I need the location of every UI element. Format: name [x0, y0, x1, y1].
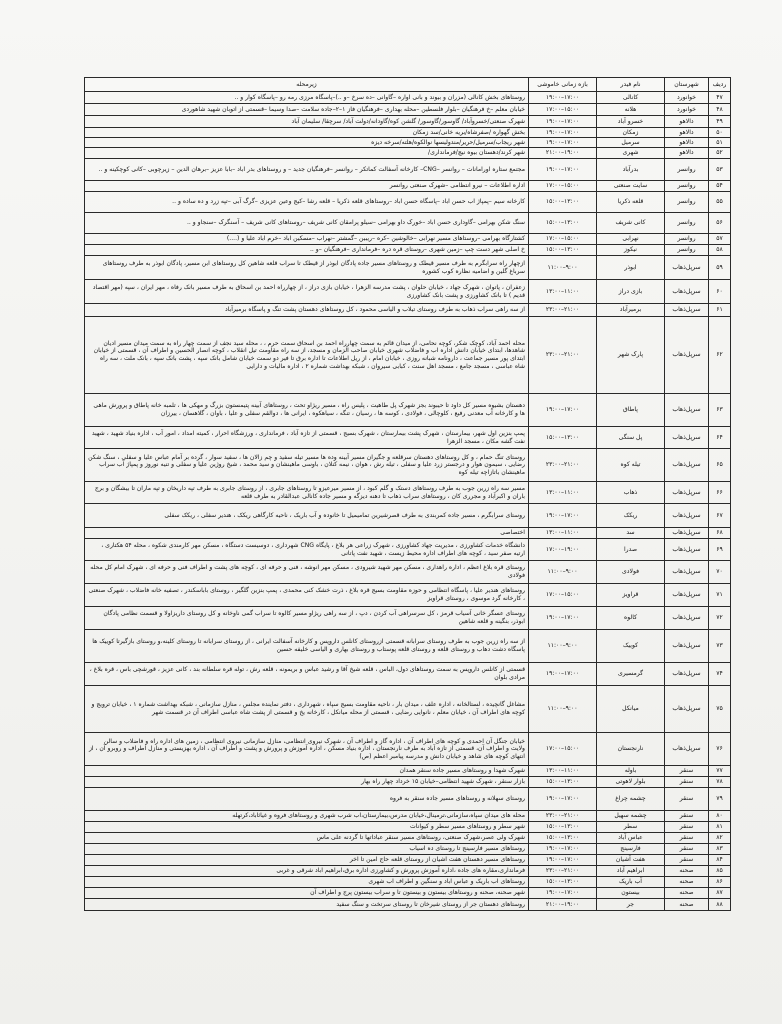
time-range-cell: ۱۹:۰۰–۱۷:۰۰: [529, 855, 597, 866]
row-number: ۸۸: [709, 899, 731, 911]
area-cell: روستاهای دهستان جر از روستای شیرخان تا روستای سرتخت و سنگ سفید: [85, 899, 529, 911]
city-cell: سنقر: [665, 844, 709, 855]
time-range-cell: ۱۱:۰۰–۹:۰۰: [529, 561, 597, 584]
feeder-cell: ریکک: [597, 504, 665, 528]
city-cell: دالاهو: [665, 138, 709, 148]
table-row: [85, 245, 731, 256]
area-cell: پمپ بنزین اول شهر، بیمارستان ، شهرک پشت بیمارستان ، شهرک بسیج ، قسمتی از تازه آباد ، فرمانداری ، ورزشگاه احرار ، کمیته امداد ، امور آب ، اداره بنیاد شهید ، شهید نفت گشه مکان ، مسجد الزهرا: [85, 427, 529, 449]
area-cell: روستاهای مسیر دهستان هفت اشیان از روستای قلعه حاج امین تا اخر: [85, 855, 529, 866]
feeder-cell: پل سنگی: [597, 427, 665, 449]
time-range-cell: ۱۵:۰۰–۱۳:۰۰: [529, 777, 597, 788]
table-row: [85, 104, 731, 116]
city-cell: روانسر: [665, 234, 709, 245]
feeder-cell: فولادی: [597, 561, 665, 584]
header-city: شهرستان: [665, 78, 709, 92]
table-row: [85, 528, 731, 539]
city-cell: سنقر: [665, 822, 709, 833]
time-range-cell: ۱۷:۰۰–۱۵:۰۰: [529, 584, 597, 607]
feeder-cell: کانی شریف: [597, 213, 665, 234]
time-range-cell: ۱۳:۰۰–۱۱:۰۰: [529, 528, 597, 539]
row-number: ۶۹: [709, 539, 731, 561]
feeder-cell: قراویز: [597, 584, 665, 607]
feeder-cell: عباس آباد: [597, 833, 665, 844]
city-cell: سرپل‌ذهاب: [665, 630, 709, 663]
time-range-cell: ۱۹:۰۰–۱۷:۰۰: [529, 888, 597, 899]
time-range-cell: ۱۵:۰۰–۱۳:۰۰: [529, 833, 597, 844]
time-range-cell: ۱۹:۰۰–۱۷:۰۰: [529, 159, 597, 181]
table-row: [85, 844, 731, 855]
table-row: [85, 317, 731, 394]
row-number: ۷۹: [709, 788, 731, 811]
table-row: [85, 192, 731, 213]
table-row: [85, 888, 731, 899]
table-row: [85, 213, 731, 234]
area-cell: بخش گهواره /صفرشاه/بریه خانی/سد زمکان: [85, 128, 529, 138]
feeder-cell: قلعه ذکریا: [597, 192, 665, 213]
row-number: ۷۶: [709, 733, 731, 766]
time-range-cell: ۱۹:۰۰–۱۷:۰۰: [529, 394, 597, 427]
city-cell: روانسر: [665, 181, 709, 192]
time-range-cell: ۱۹:۰۰–۱۷:۰۰: [529, 116, 597, 128]
row-number: ۶۳: [709, 394, 731, 427]
time-range-cell: ۱۳:۰۰–۱۱:۰۰: [529, 482, 597, 504]
area-cell: خ اصلی شهر دست چپ –زمین شهری –روستای قره دره –فرمانداری –فرهنگیان –و ..: [85, 245, 529, 256]
time-range-cell: ۱۷:۰۰–۱۵:۰۰: [529, 181, 597, 192]
area-cell: شهرک ولی عصر،شهرک صنعتی، روستاهای مسیر سنقر عباداتها تا گردنه علی ماس: [85, 833, 529, 844]
time-range-cell: ۲۱:۰۰–۱۹:۰۰: [529, 899, 597, 911]
table-row: [85, 394, 731, 427]
time-range-cell: ۱۷:۰۰–۱۵:۰۰: [529, 104, 597, 116]
city-cell: سرپل‌ذهاب: [665, 427, 709, 449]
feeder-cell: صدرا: [597, 539, 665, 561]
row-number: ۶۲: [709, 317, 731, 394]
time-range-cell: ۱۷:۰۰–۱۹:۰۰: [529, 539, 597, 561]
table-row: [85, 449, 731, 482]
area-cell: اختصاصی: [85, 528, 529, 539]
table-row: [85, 138, 731, 148]
area-cell: روستای سهلانه و روستاهای مسیر جاده سنقر به فروه: [85, 788, 529, 811]
city-cell: روانسر: [665, 245, 709, 256]
time-range-cell: ۱۹:۰۰–۱۷:۰۰: [529, 504, 597, 528]
city-cell: سرپل‌ذهاب: [665, 317, 709, 394]
time-range-cell: ۱۹:۰۰–۱۷:۰۰: [529, 607, 597, 630]
area-cell: فرمانداری،مقاره های جاده ،اداره آموزش پرورش و کشاورزی اداره برق،ابراهیم اباد شرقی و غربی: [85, 866, 529, 877]
table-row: [85, 788, 731, 811]
time-range-cell: ۲۳:۰۰–۲۱:۰۰: [529, 449, 597, 482]
row-number: ۶۱: [709, 304, 731, 317]
city-cell: سرپل‌ذهاب: [665, 482, 709, 504]
area-cell: روستای سرابگرم ، مسیر جاده کمربندی به طرف قصرشیرین تمامیمیل تا خانوده و آب باریک ، ناحیه کارگاهی ریکک ، هندیر سفلی ، ریکک سفلی: [85, 504, 529, 528]
feeder-cell: پارک شهر: [597, 317, 665, 394]
feeder-cell: نهرابی: [597, 234, 665, 245]
city-cell: روانسر: [665, 192, 709, 213]
time-range-cell: ۱۱:۰۰–۹:۰۰: [529, 686, 597, 733]
feeder-cell: زمکان: [597, 128, 665, 138]
area-cell: روستای قره بلاغ اعظم ، اداره راهداری ، مسکن مهر شهید شیرودی ، مسکن مهر انوشه ، فنی و حرفه ای ، کوچه های پشت و اطراف فنی و حرفه ای ، شهرک امام کل محله فولادی: [85, 561, 529, 584]
area-cell: قسمتی از کانلس داروپس به سمت روستاهای دول، الباس ، قلعه شیخ آقا و رشید عباس و بریمونه ، قلعه رش ، توله قره سلطانه بند ، کانی عزیز ، قورشچی باس ، قره بلاغ ، مرادی بلوان: [85, 663, 529, 686]
row-number: ۴۸: [709, 104, 731, 116]
area-cell: از سه راه زرین جوب به طرف روستای سرابانه قسمتی ازروستای کانلس داروپس و کارخانه آسفالت ایرانی ، از روستای سرابانه تا روستای کلینه،و روستای بازگیرتا کوییک ها پاسگاه دشت دهاب و روستای قلعه و روستای قلعه پوستاب و روستای بهاری و الیاسی خلیفه حسین: [85, 630, 529, 663]
city-cell: سنقر: [665, 766, 709, 777]
city-cell: سرپل‌ذهاب: [665, 256, 709, 280]
city-cell: صحنه: [665, 888, 709, 899]
city-cell: صحنه: [665, 899, 709, 911]
row-number: ۸۵: [709, 866, 731, 877]
city-cell: سرپل‌ذهاب: [665, 733, 709, 766]
feeder-cell: خسرو آباد: [597, 116, 665, 128]
row-number: ۶۷: [709, 504, 731, 528]
time-range-cell: ۱۹:۰۰–۱۷:۰۰: [529, 663, 597, 686]
feeder-cell: فارسینج: [597, 844, 665, 855]
area-cell: ازچهار راه سرابگرم به طرف مسیر قیطک و روستاهای مسیر جاده پادگان ابوذر از قیطک تا سراب قلعه شاهین کل روستاهای ابن مسیر، پادگان ابوذر به طرف روستاهای سرباغ گلین و اضامیه نظاره کوب کشوره: [85, 256, 529, 280]
table-row: [85, 584, 731, 607]
area-cell: روستاهای بخش کانالی (مزران و بیوند و بانی اواره –گاوانی –ده سرخ –و ..)–پاسگاه مرزی رمه رو –پاسگاه کوار و ..: [85, 92, 529, 104]
city-cell: روانسر: [665, 213, 709, 234]
city-cell: سنقر: [665, 833, 709, 844]
time-range-cell: ۱۵:۰۰–۱۳:۰۰: [529, 245, 597, 256]
feeder-cell: کوییک: [597, 630, 665, 663]
header-time: بازه زمانی خاموشی: [529, 78, 597, 92]
feeder-cell: جر: [597, 899, 665, 911]
feeder-cell: بازی دراز: [597, 280, 665, 304]
time-range-cell: ۱۵:۰۰–۱۳:۰۰: [529, 877, 597, 888]
feeder-cell: پاطاق: [597, 394, 665, 427]
city-cell: سنقر: [665, 855, 709, 866]
feeder-cell: نیکوز: [597, 245, 665, 256]
row-number: ۸۶: [709, 877, 731, 888]
area-cell: شهرک صنعتی/خسروآباد/ گاوسور/گاوسور/ گلشن کوه/گاودانه/دولت آباد/ سرچقا/ سلیمان آباد: [85, 116, 529, 128]
time-range-cell: ۲۳:۰۰–۲۱:۰۰: [529, 317, 597, 394]
feeder-cell: بدرآباد: [597, 159, 665, 181]
area-cell: دانشگاه خدمات کشاورزی ، مدیریت جهاد کشاورزی ، شهرک زراعی هر بلاغ ، پایگاه CNG شهرداری ، دوسیست دستگاه ، مسکن مهر کارمندی شکوه ، محله ۵۴ هکتاری ، ارتیه صفر سید ، کوچه های اطراف اداره محیط زیست ، شهید نفت پاتانی: [85, 539, 529, 561]
time-range-cell: ۱۹:۰۰–۱۷:۰۰: [529, 92, 597, 104]
area-cell: شهر سطر و روستاهای مسیر سطر و کیوانات: [85, 822, 529, 833]
feeder-cell: بلوار لاهوتی: [597, 777, 665, 788]
time-range-cell: ۱۵:۰۰–۱۳:۰۰: [529, 213, 597, 234]
table-row: [85, 686, 731, 733]
feeder-cell: بیستون: [597, 888, 665, 899]
time-range-cell: ۱۳:۰۰–۱۱:۰۰: [529, 766, 597, 777]
table-row: [85, 866, 731, 877]
feeder-cell: تیله کوه: [597, 449, 665, 482]
row-number: ۷۲: [709, 607, 731, 630]
time-range-cell: ۲۱:۰۰–۱۹:۰۰: [529, 148, 597, 159]
feeder-cell: سطر: [597, 822, 665, 833]
area-cell: مسیر سه راه زرین جوب به طرف روستاهای دستک و گلم کبود ، از مسیر میرعیزو تا روستاهای جابری ، از روستای جابری به طرف تپه داریخان و تپه ماران تا بیشگان و برج باران و اکبرآباد و مجرری کان ، روستاهای سراب ذهاب تا دهنه دیزگه و مسیر جاده کانالی عبدالقادر به طرف قلعه: [85, 482, 529, 504]
row-number: ۵۳: [709, 159, 731, 181]
row-number: ۸۰: [709, 811, 731, 822]
row-number: ۸۲: [709, 833, 731, 844]
table-row: [85, 116, 731, 128]
table-row: [85, 811, 731, 822]
table-row: [85, 234, 731, 245]
city-cell: سرپل‌ذهاب: [665, 504, 709, 528]
area-cell: محله های میدان سپاه،سازمانی،ترمینال،خیابان مدرس،بیمارستان،اب شرب شهری و روستاهای فروه و غیاثاباد،کرتهله: [85, 811, 529, 822]
row-number: ۵۸: [709, 245, 731, 256]
table-row: [85, 630, 731, 663]
area-cell: خیابان معلم –خ فرهنگیان –بلوار فلسطین –محله بهداری –فرهنگیان فاز ۱–۲–جاده سلامت –صدا وسیما –قسمتی از اتوبان شهید شاهوردی: [85, 104, 529, 116]
row-number: ۷۴: [709, 663, 731, 686]
row-number: ۸۷: [709, 888, 731, 899]
table-row: [85, 304, 731, 317]
area-cell: روستاهای هندیر علیا ، پاسگاه انتظامی و حوزه مقاومت بسیج قره بلاغ ، ذرت خشک کنی محمدی ، پمپ بنزین گلگیر ، روستای باباسکندر ، تصفیه خانه فاضلاب ، شهرک صنعتی ، کارخانه گرد موسوی ، روستای قراویز: [85, 584, 529, 607]
table-row: [85, 539, 731, 561]
area-cell: روستاهای مسیر فارسینج تا روستای ده اسیاب: [85, 844, 529, 855]
table-row: [85, 482, 731, 504]
feeder-cell: هلانه: [597, 104, 665, 116]
row-number: ۵۵: [709, 192, 731, 213]
city-cell: سرپل‌ذهاب: [665, 539, 709, 561]
row-number: ۷۳: [709, 630, 731, 663]
feeder-cell: سایت صنعتی: [597, 181, 665, 192]
city-cell: سرپل‌ذهاب: [665, 528, 709, 539]
table-row: [85, 148, 731, 159]
area-cell: خیابان جنگل آن احمدی و کوچه های اطراف آن ، اداره گاز و اطراف آن ، شهرک نیروی انتظامی، منازل سازمانی نیروی انتظامی ، زمین های اداره راه و فاضلاب و سالن ولایت و اطراف آن، قسمتی از تازه آباد به طرف نارنجستان ، اداره بنیاد مسکن ، اداره آموزش و پرورش و پشت و اطراف آن ، اداره بهزیستی و منازل اطراف و روبرو آن ، از انتهای کوچه های شاهد و خیابان دانش و مدرسه پیامبر اعظم (ص): [85, 733, 529, 766]
city-cell: خوانورد: [665, 104, 709, 116]
time-range-cell: ۲۳:۰۰–۲۱:۰۰: [529, 304, 597, 317]
area-cell: روستاهای اب باریک و عباس اباد و سنگین و اطراف اب شهری: [85, 877, 529, 888]
feeder-cell: ابراهیم آباد: [597, 866, 665, 877]
feeder-cell: چشمه سهیل: [597, 811, 665, 822]
city-cell: سنقر: [665, 777, 709, 788]
area-cell: مجتمع ستاره اورامانات – روانسر –CNG– کارخانه آسفالت کماتکر – روانسر –فرهنگیان جدید – و روستاهای بدر اباد –بابا عزیز –برهان الدین – زیرچوبی –کانی کوچکینه و ..: [85, 159, 529, 181]
time-range-cell: ۱۷:۰۰–۱۵:۰۰: [529, 234, 597, 245]
city-cell: دالاهو: [665, 116, 709, 128]
area-cell: مشاغل گانچیده ، لستالخانه ، اداره علف ، میدان بار ، ناحیه مقاومت بسیج سپاه ، شهرداری ، دفتر نماینده مجلس ، منازل سازمانی ، شبکه بهداشت شماره ۱ ، خیابان ترویج و کوچه های اطراف آن ، خیابان معلم ، نانوایی رضایی ، قسمتی از محله میانکل ، کارخانه یخ و قسمتی از پشت شاه عباسی اطراف آن در قسمت شهر: [85, 686, 529, 733]
table-row: [85, 280, 731, 304]
row-number: ۷۷: [709, 766, 731, 777]
city-cell: سنقر: [665, 788, 709, 811]
row-number: ۸۱: [709, 822, 731, 833]
time-range-cell: ۱۹:۰۰–۱۷:۰۰: [529, 138, 597, 148]
feeder-cell: نارنجستان: [597, 733, 665, 766]
area-cell: اداره اطلاعات – نیرو انتظامی –شهرک صنعتی روانسر: [85, 181, 529, 192]
city-cell: سرپل‌ذهاب: [665, 663, 709, 686]
table-row: [85, 92, 731, 104]
row-number: ۵۲: [709, 148, 731, 159]
city-cell: دالاهو: [665, 148, 709, 159]
feeder-cell: سد: [597, 528, 665, 539]
header-num: ردیف: [709, 78, 731, 92]
area-cell: سنگ شکن بهرامی –گاوداری حسن اباد –خورک داو بهرامی –سیلو پرامقان کانی شریف –روستاهای کانی شریف – آسنگرک –سنجاو و ..: [85, 213, 529, 234]
table-row: [85, 181, 731, 192]
city-cell: سرپل‌ذهاب: [665, 304, 709, 317]
time-range-cell: ۲۳:۰۰–۲۱:۰۰: [529, 811, 597, 822]
area-cell: روستای عسگر خانی آسیاب قرمز ، کل سرسراهی آب کردن ، دپ ، از سه راهی ریژاو مسیر کالوه تا سراب گمی ناوخانه و کل روستای داریزاولا و قسمت نظامی پادگان ابوذر، بنگینه و قلعه شاهین: [85, 607, 529, 630]
feeder-cell: هفت آشیان: [597, 855, 665, 866]
feeder-cell: کانالی: [597, 92, 665, 104]
time-range-cell: ۱۹:۰۰–۱۷:۰۰: [529, 844, 597, 855]
time-range-cell: ۲۳:۰۰–۲۱:۰۰: [529, 866, 597, 877]
row-number: ۶۴: [709, 427, 731, 449]
feeder-cell: باوله: [597, 766, 665, 777]
area-cell: از سه راهی سراب ذهاب به طرف روستای تیلاب و الیاسی محمود ، کل روستاهای دهستان پشت تنگ و پاسگاه برمیرآباد: [85, 304, 529, 317]
city-cell: صحنه: [665, 877, 709, 888]
table-row: [85, 733, 731, 766]
row-number: ۷۱: [709, 584, 731, 607]
row-number: ۵۶: [709, 213, 731, 234]
time-range-cell: ۱۹:۰۰–۱۷:۰۰: [529, 128, 597, 138]
row-number: ۴۹: [709, 116, 731, 128]
city-cell: سرپل‌ذهاب: [665, 280, 709, 304]
table-row: [85, 777, 731, 788]
row-number: ۷۰: [709, 561, 731, 584]
row-number: ۸۴: [709, 855, 731, 866]
row-number: ۵۱: [709, 138, 731, 148]
table-row: [85, 256, 731, 280]
table-row: [85, 822, 731, 833]
row-number: ۵۹: [709, 256, 731, 280]
time-range-cell: ۱۵:۰۰–۱۳:۰۰: [529, 427, 597, 449]
header-feeder: نام فیدر: [597, 78, 665, 92]
time-range-cell: ۱۳:۰۰–۱۱:۰۰: [529, 280, 597, 304]
row-number: ۵۴: [709, 181, 731, 192]
area-cell: کشتارگاه بهرامی –روستاهای مسیر نهرابی –خالوشین –کره –ریبین –گمشتر –نهراب –مسکین اباد –خرم اباد علیا و (....): [85, 234, 529, 245]
time-range-cell: ۱۵:۰۰–۱۳:۰۰: [529, 822, 597, 833]
city-cell: صحنه: [665, 866, 709, 877]
area-cell: دهستان بشیوه مسیر کل داود تا حیبوند بجز شهرک پل طاهیت ، پلیس راه ، مسیر ریژاو تحت ، روستاهای آبینه پتیمستون بزرگ و مهکی ها ، تلمبه خانه پاطاق و پرورش ماهی ها و کارخانه آب معدنی رفیع ، کلوچالی ، فولادی ، کوسه ها ، رسیان ، تنگه ، سیاهکوه ، ایرانی ها ، دوالقم سفلی و علیا ، باوان ، گلاهسان ، ییرزان: [85, 394, 529, 427]
city-cell: خوانورد: [665, 92, 709, 104]
row-number: ۷۸: [709, 777, 731, 788]
city-cell: سنقر: [665, 811, 709, 822]
feeder-cell: ابوذر: [597, 256, 665, 280]
table-header-row: [85, 78, 731, 92]
table-row: [85, 504, 731, 528]
city-cell: سرپل‌ذهاب: [665, 449, 709, 482]
feeder-cell: گرمسیری: [597, 663, 665, 686]
row-number: ۶۶: [709, 482, 731, 504]
feeder-cell: کالوه: [597, 607, 665, 630]
row-number: ۴۷: [709, 92, 731, 104]
time-range-cell: ۱۱:۰۰–۹:۰۰: [529, 256, 597, 280]
feeder-cell: شهری: [597, 148, 665, 159]
area-cell: شهر کرند/دهستان بیوه نیچ/فرمانداری/: [85, 148, 529, 159]
time-range-cell: ۱۹:۰۰–۱۷:۰۰: [529, 788, 597, 811]
area-cell: شهرک شهدا و روستاهای مسیر جاده سنقر همدان: [85, 766, 529, 777]
feeder-cell: برمیرآباد: [597, 304, 665, 317]
feeder-cell: سرمیل: [597, 138, 665, 148]
city-cell: سرپل‌ذهاب: [665, 607, 709, 630]
row-number: ۵۷: [709, 234, 731, 245]
time-range-cell: ۱۱:۰۰–۹:۰۰: [529, 630, 597, 663]
table-row: [85, 877, 731, 888]
area-cell: کارخانه سیم –پمپاژ اب حسن اباد –پاسگاه حسن اباد –روستاهای قلعه ذکریا – قلعه رشا –کیج وعین عزیزی –گرگ آبی –تپه زرد و ده ساده و ..: [85, 192, 529, 213]
area-cell: شهر ریجاب/سرمیل/حریر/مندولیسها نوالکوه/هلته/سرخه دیزه: [85, 138, 529, 148]
area-cell: شهر صحنه، صحنه و روستاهای بیستون و بیستون تا و سراب بیستون پرج و اطراف آن: [85, 888, 529, 899]
city-cell: سرپل‌ذهاب: [665, 394, 709, 427]
area-cell: بازار سنقر ، شهرک شهید انتظامی–خیابان ۱۵ خرداد چهار راه بهار: [85, 777, 529, 788]
area-cell: محله احمد آباد، کوچک شکر، کوچه نحامی، از میدان قائم به سمت چهارراه احمد بن اسحاق سمت حرم ، ، محله سید نجف از سمت چهار راه به سمت میدان مسیر ادیان شاهدها، ابتدای خیابان دانش اداره اب و فاضلاب شهری خیابان صاحب الزمان و مسجد، از سه راه مقاومت تیل انقلاب ، کوچه انصار الحسین و اطراف آن ، قسمتی از خیابان ابتدای پور مسیر جماعت ، دارونامه شبانه روزی ، خیابان امام ، از ریل اطلاعات تا اداره برق تا فیر دو سمت خیابان شامل بانک سپه ، پشت بانک سپه ، بانک ملت ، سه راه شاه عباسی ، مسجد جامع ، مسجد اهل سنت ، کبابی سیروان ، شبکه بهداشت شماره ۲ ، اداره مالیات و دارایی: [85, 317, 529, 394]
feeder-cell: چشمه چراغ: [597, 788, 665, 811]
table-row: [85, 663, 731, 686]
header-area: زیرمحله: [85, 78, 529, 92]
city-cell: دالاهو: [665, 128, 709, 138]
city-cell: سرپل‌ذهاب: [665, 686, 709, 733]
outage-schedule-table: [84, 77, 731, 911]
city-cell: سرپل‌ذهاب: [665, 561, 709, 584]
table-row: [85, 833, 731, 844]
table-row: [85, 128, 731, 138]
row-number: ۷۵: [709, 686, 731, 733]
area-cell: روستای تنگ حمام ، و کل روستاهای دهستان سرقلعه و جگیران مسیر آبینه وده ها مسیر تیله سفید و چم زالان ها ، سفید سوار ، گرده بر آمام عباس علیا و سفلی ، سنگ شکن رضایی ، سیمون هوار و درجستر زرد علیا و سفلی ، تیله رش ، هوان ، نیمه کنلان ، باوسی ماهینشان و سید محمد ، شیخ روژین علیا و سفلی و تنیه نوروز و پمپاژ آب سراب ماهینشان باتازاچه تیله کوه: [85, 449, 529, 482]
time-range-cell: ۱۷:۰۰–۱۵:۰۰: [529, 733, 597, 766]
row-number: ۸۳: [709, 844, 731, 855]
row-number: ۵۰: [709, 128, 731, 138]
row-number: ۶۰: [709, 280, 731, 304]
feeder-cell: ذهاب: [597, 482, 665, 504]
time-range-cell: ۱۵:۰۰–۱۳:۰۰: [529, 192, 597, 213]
table-row: [85, 899, 731, 911]
feeder-cell: میانکل: [597, 686, 665, 733]
table-row: [85, 607, 731, 630]
area-cell: زعفران ، پاتوان ، شهرک جهاد ، خیابان حلوان ، پشت مدرسه الزهرا ، خیابان بازی دراز ، از چهارراه احمد بن اسحاق به طرف مسیر بانک رفاه ، مهر ایران ، سپه (مهر اقتصاد قدیم ) تا بانک کشاورزی و پشت بانک کشاورزی: [85, 280, 529, 304]
table-row: [85, 159, 731, 181]
table-row: [85, 766, 731, 777]
table-row: [85, 561, 731, 584]
feeder-cell: آب باریک: [597, 877, 665, 888]
row-number: ۶۵: [709, 449, 731, 482]
table-row: [85, 855, 731, 866]
row-number: ۶۸: [709, 528, 731, 539]
city-cell: سرپل‌ذهاب: [665, 584, 709, 607]
city-cell: روانسر: [665, 159, 709, 181]
table-row: [85, 427, 731, 449]
